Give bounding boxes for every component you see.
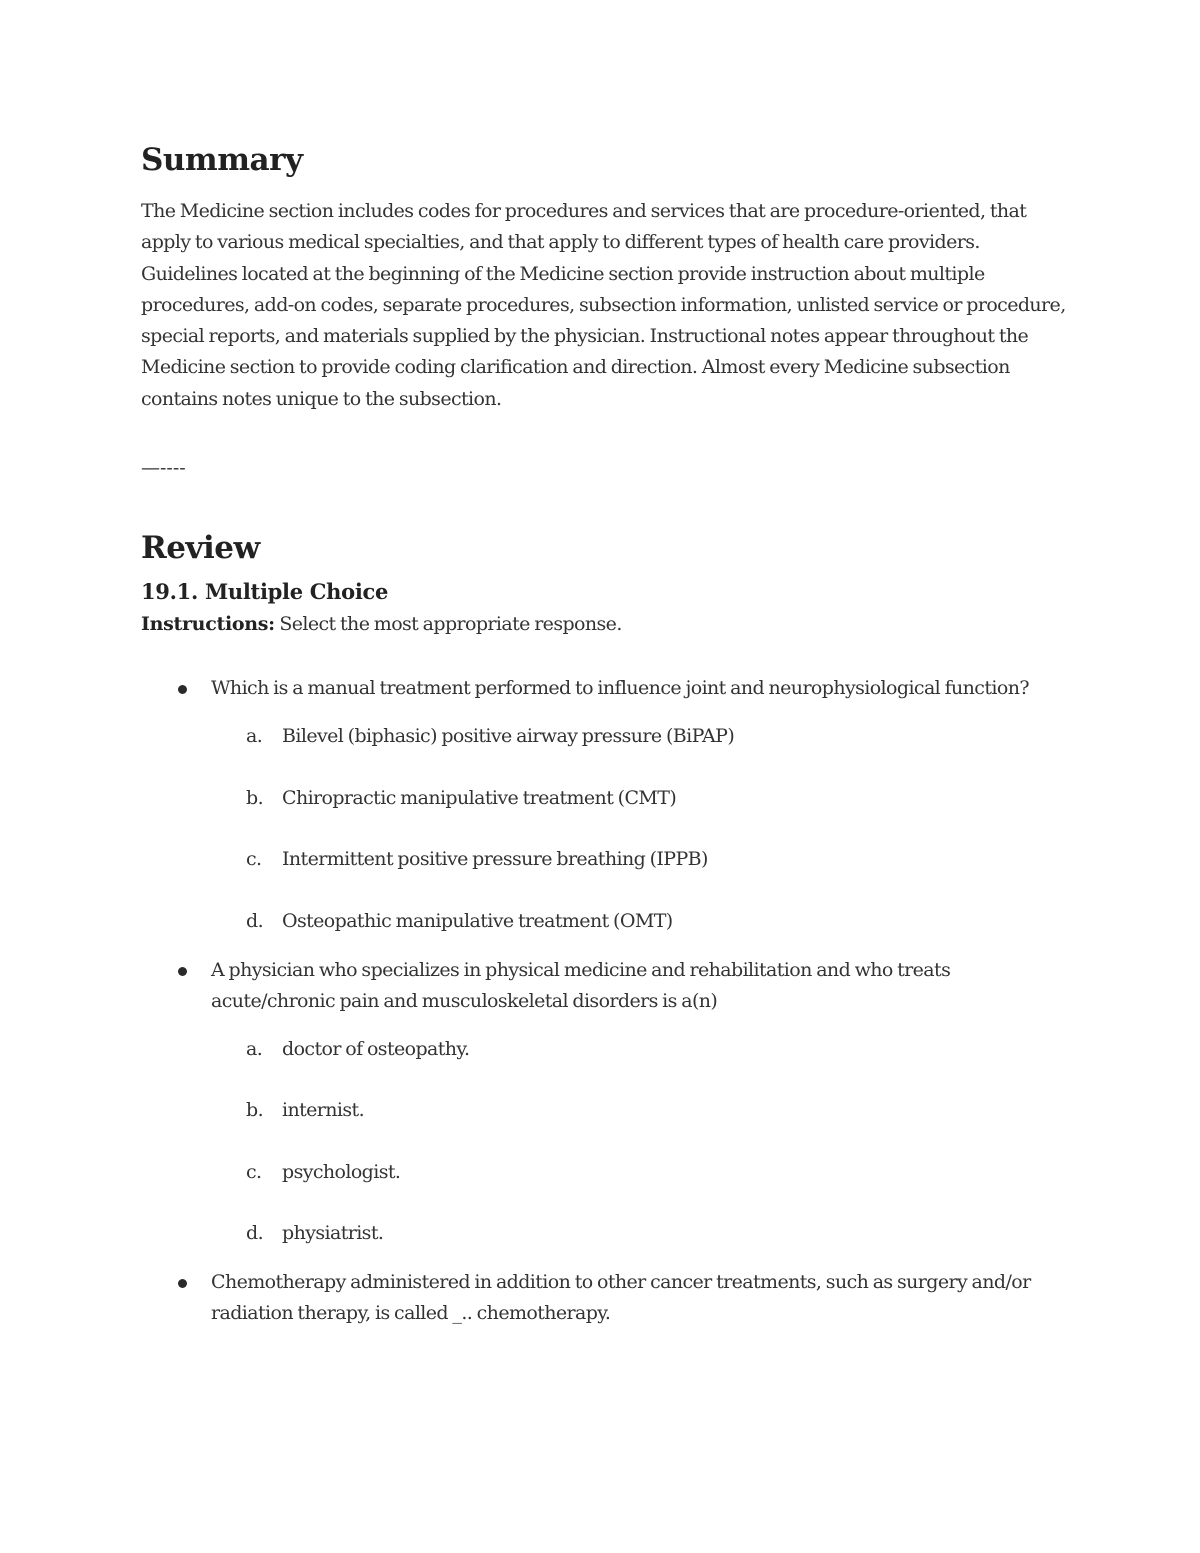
option-text: doctor of osteopathy. [282, 1037, 470, 1060]
option-item [211, 1034, 1071, 1065]
option-list [211, 1034, 1071, 1250]
option-item [211, 1218, 1071, 1249]
option-letter: b. [246, 786, 264, 809]
option-letter: a. [246, 725, 263, 748]
option-letter: c. [246, 1160, 262, 1183]
option-letter: c. [246, 848, 262, 871]
summary-heading: Summary [141, 142, 303, 178]
option-letter: a. [246, 1037, 263, 1060]
option-text: Intermittent positive pressure breathing (IPPB) [282, 848, 708, 871]
summary-paragraph: The Medicine section includes codes for procedures and services that are procedure-oriented, that apply to various medical specialties, and that apply to different types of health care providers. Guidelines located at the beginning of the Medicine section provide instruction about multiple procedures, add-on codes, separate procedures, subsection information, unlisted service or procedure, special reports, and materials supplied by the physician. Instructional notes appear throughout the Medicine section to provide coding clarification and direction. Almost every Medicine subsection contains notes unique to the subsection. [141, 200, 1066, 410]
document-page [141, 140, 1071, 1347]
bullet-icon [178, 1279, 187, 1288]
option-letter: d. [246, 1222, 264, 1245]
question-item [141, 673, 1071, 937]
instructions-text: Select the most appropriate response. [279, 613, 622, 636]
option-text: psychologist. [282, 1160, 401, 1183]
question-text: Which is a manual treatment performed to influence joint and neurophysiological function? [211, 677, 1029, 700]
option-text: internist. [282, 1099, 365, 1122]
instructions-label: Instructions: [141, 613, 275, 636]
option-item [211, 721, 1071, 752]
bullet-icon [178, 685, 187, 694]
instructions [141, 608, 1071, 640]
question-text: Chemotherapy administered in addition to other cancer treatments, such as surgery and/or radiation therapy, is called _.. chemotherapy. [211, 1271, 1031, 1325]
multiple-choice-heading: 19.1. Multiple Choice [141, 579, 389, 605]
section-divider: —---- [141, 457, 186, 480]
option-text: physiatrist. [282, 1222, 384, 1245]
option-item [211, 1095, 1071, 1126]
option-list [211, 721, 1071, 937]
option-item [211, 1157, 1071, 1188]
option-letter: d. [246, 909, 264, 932]
option-item [211, 906, 1071, 937]
bullet-icon [178, 967, 187, 976]
question-text: A physician who specializes in physical medicine and rehabilitation and who treats acute/chronic pain and musculoskeletal disorders is a(n) [211, 958, 951, 1012]
question-list [141, 673, 1071, 1329]
option-item [211, 844, 1071, 875]
option-text: Bilevel (biphasic) positive airway pressure (BiPAP) [282, 725, 735, 748]
question-item [141, 1267, 1071, 1329]
review-heading: Review [141, 530, 260, 567]
question-item [141, 955, 1071, 1250]
option-text: Osteopathic manipulative treatment (OMT) [282, 909, 673, 932]
option-item [211, 783, 1071, 814]
option-text: Chiropractic manipulative treatment (CMT) [282, 786, 677, 809]
option-letter: b. [246, 1099, 264, 1122]
